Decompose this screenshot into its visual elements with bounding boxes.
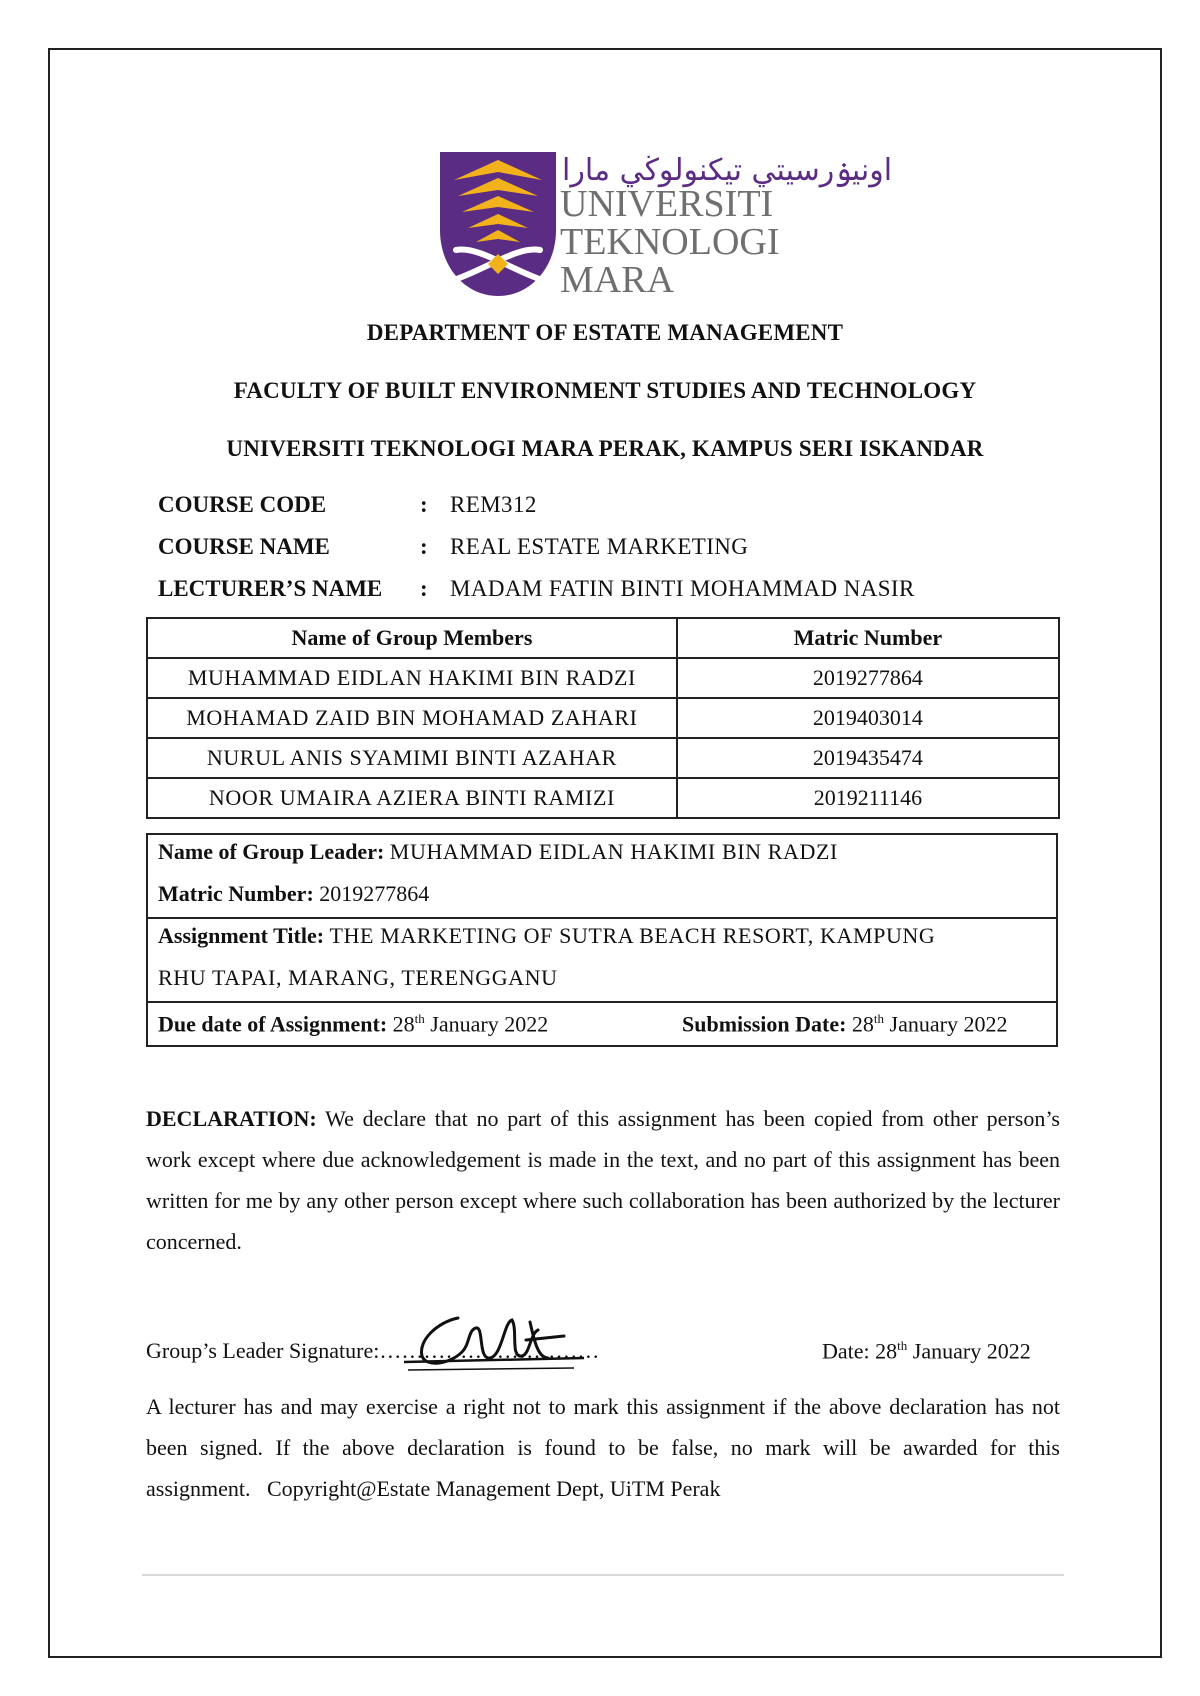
signature-date-rest: January 2022 — [912, 1338, 1031, 1364]
member-matric: 2019403014 — [677, 698, 1059, 738]
member-name: NOOR UMAIRA AZIERA BINTI RAMIZI — [147, 778, 677, 818]
logo-line-universiti: UNIVERSITI — [560, 183, 774, 225]
leader-matric-value: 2019277864 — [319, 881, 430, 906]
course-code-label: COURSE CODE — [158, 492, 327, 517]
submission-date — [682, 1011, 1007, 1037]
course-name-row — [158, 534, 748, 560]
group-members-table — [146, 617, 1060, 819]
university-heading: UNIVERSITI TEKNOLOGI MARA PERAK, KAMPUS SERI ISKANDAR — [226, 436, 984, 461]
assignment-title-line2: RHU TAPAI, MARANG, TERENGGANU — [158, 965, 558, 990]
lecturer-row — [158, 576, 915, 602]
course-code-colon: : — [420, 492, 428, 517]
column-header-matric: Matric Number — [677, 618, 1059, 658]
member-name: MUHAMMAD EIDLAN HAKIMI BIN RADZI — [147, 658, 677, 698]
leader-matric-label: Matric Number: — [158, 881, 314, 906]
declaration-paragraph — [146, 1098, 1060, 1262]
lecturer-label: LECTURER’S NAME — [158, 576, 383, 601]
table-row — [147, 698, 1059, 738]
course-code-value: REM312 — [450, 492, 537, 517]
department-heading: DEPARTMENT OF ESTATE MANAGEMENT — [366, 320, 844, 345]
group-leader-name: MUHAMMAD EIDLAN HAKIMI BIN RADZI — [389, 839, 838, 864]
faculty-heading: FACULTY OF BUILT ENVIRONMENT STUDIES AND TECHNOLOGY — [233, 378, 977, 403]
due-date-rest: January 2022 — [430, 1011, 549, 1037]
lecturer-note-text: A lecturer has and may exercise a right not to mark this assignment if the above declaration has not been signed. If the above declaration is found to be false, no mark will be awarded for this assignment. — [146, 1394, 1060, 1501]
due-date — [158, 1011, 548, 1037]
logo-line-mara: MARA — [560, 259, 675, 301]
due-date-suffix: th — [414, 1011, 425, 1026]
lecturer-value: MADAM FATIN BINTI MOHAMMAD NASIR — [450, 576, 915, 601]
footer-divider — [142, 1574, 1064, 1576]
table-row — [147, 658, 1059, 698]
lecturer-note — [146, 1386, 1060, 1509]
course-code-row — [158, 492, 537, 518]
uitm-logo — [438, 150, 893, 301]
course-name-label: COURSE NAME — [158, 534, 330, 559]
due-date-label: Due date of Assignment: — [158, 1011, 388, 1037]
declaration-text: We declare that no part of this assignment has been copied from other person’s work except where due acknowledgement is made in the text, and no part of this assignment has been written for me by any other person except where such collaboration has been authorized by the lecturer concerned. — [146, 1106, 1060, 1254]
member-name: NURUL ANIS SYAMIMI BINTI AZAHAR — [147, 738, 677, 778]
assignment-title-label: Assignment Title: — [158, 923, 325, 948]
submission-date-day: 28 — [851, 1011, 874, 1037]
signature-date-prefix: Date: 28 — [822, 1338, 898, 1364]
lecturer-colon: : — [420, 576, 428, 601]
member-matric: 2019277864 — [677, 658, 1059, 698]
member-matric: 2019211146 — [677, 778, 1059, 818]
declaration-label: DECLARATION: — [146, 1106, 317, 1131]
signature-date — [822, 1338, 1031, 1364]
handwritten-signature — [398, 1300, 588, 1380]
leader-signature-label: Group’s Leader Signature: — [146, 1338, 380, 1363]
submission-date-label: Submission Date: — [682, 1011, 847, 1037]
due-date-day: 28 — [392, 1011, 415, 1037]
column-header-name: Name of Group Members — [147, 618, 677, 658]
assignment-title-box — [146, 917, 1058, 1003]
group-leader-label: Name of Group Leader: — [158, 839, 385, 864]
signature-dots: ………………………… — [379, 1338, 600, 1363]
assignment-title-line — [158, 923, 935, 949]
group-leader-box — [146, 833, 1058, 919]
copyright-text: Copyright@Estate Management Dept, UiTM Perak — [267, 1476, 721, 1501]
table-header-row — [147, 618, 1059, 658]
submission-date-suffix: th — [873, 1011, 885, 1026]
submission-date-rest: January 2022 — [889, 1011, 1008, 1037]
course-name-value: REAL ESTATE MARKETING — [450, 534, 749, 559]
assignment-title-line1: THE MARKETING OF SUTRA BEACH RESORT, KAMPUNG — [329, 923, 936, 948]
logo-jawi: اونيۏرسيتي تيكنولوڬي مارا — [562, 153, 893, 188]
leader-matric-line — [158, 881, 429, 907]
course-name-colon: : — [420, 534, 428, 559]
dates-box — [146, 1001, 1058, 1047]
member-matric: 2019435474 — [677, 738, 1059, 778]
signature-date-suffix: th — [897, 1338, 908, 1353]
table-row — [147, 738, 1059, 778]
logo-line-teknologi: TEKNOLOGI — [560, 221, 780, 263]
table-row — [147, 778, 1059, 818]
group-leader-line — [158, 839, 838, 865]
member-name: MOHAMAD ZAID BIN MOHAMAD ZAHARI — [147, 698, 677, 738]
